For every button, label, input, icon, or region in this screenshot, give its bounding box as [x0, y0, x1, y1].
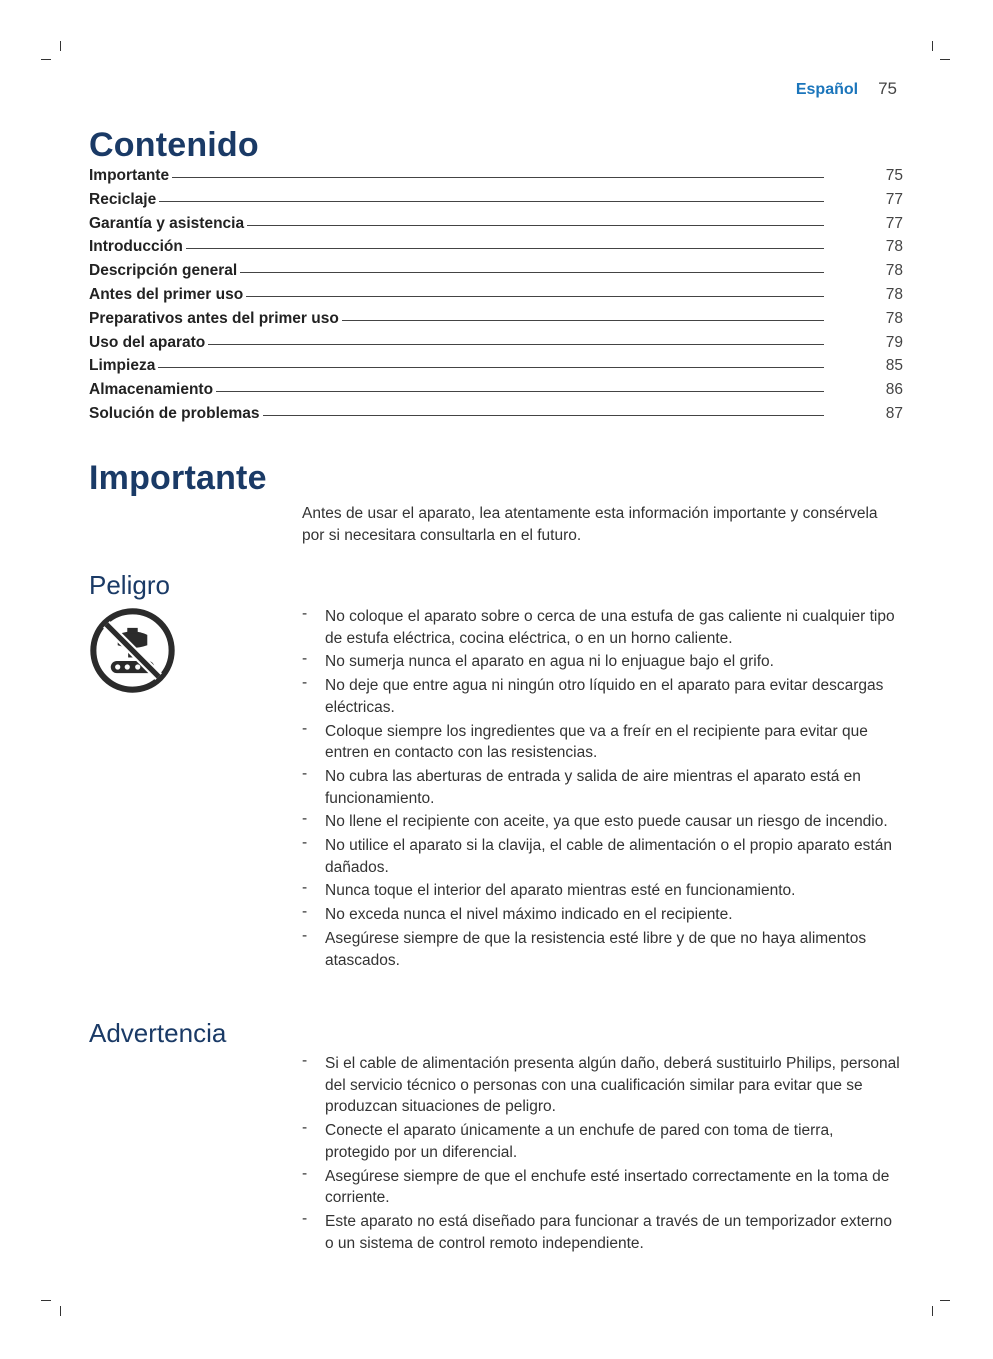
list-item — [302, 675, 902, 718]
list-item — [302, 928, 902, 971]
toc-entry — [89, 381, 903, 405]
list-item — [302, 880, 902, 902]
list-item-text: Conecte el aparato únicamente a un enchufe de pared con toma de tierra, protegido por un diferencial. — [325, 1122, 834, 1161]
toc-entry-page: 77 — [885, 190, 903, 208]
toc-entry-title: Descripción general — [89, 262, 238, 280]
language-label: Español — [795, 81, 859, 98]
dash-bullet: - — [302, 674, 308, 692]
page-header — [796, 79, 897, 99]
important-intro: Antes de usar el aparato, lea atentamente esta información importante y consérvela por si necesitara consultarla en el futuro. — [302, 505, 878, 544]
toc-entry-page: 78 — [885, 309, 903, 327]
toc-leader-line — [186, 248, 824, 249]
crop-mark — [940, 59, 950, 60]
crop-mark — [940, 1300, 950, 1301]
warning-heading: Advertencia — [89, 1018, 227, 1048]
toc-entry — [89, 334, 903, 358]
list-item — [302, 1120, 902, 1163]
toc-entry-page: 87 — [885, 404, 903, 422]
toc-leader-line — [342, 320, 824, 321]
list-item-text: No coloque el aparato sobre o cerca de una estufa de gas caliente ni cualquier tipo de estufa eléctrica, cocina eléctrica, o en un horno caliente. — [325, 608, 895, 647]
toc-entry-title: Importante — [89, 167, 170, 184]
list-item-text: Coloque siempre los ingredientes que va a freír en el recipiente para evitar que entren en contacto con las resistencias. — [325, 722, 868, 762]
toc-leader-line — [216, 391, 824, 392]
dash-bullet: - — [302, 903, 308, 921]
dash-bullet: - — [302, 605, 308, 622]
crop-mark — [932, 41, 933, 51]
list-item — [302, 606, 902, 649]
crop-mark — [932, 1306, 933, 1316]
dash-bullet: - — [302, 926, 308, 944]
toc-entry-title: Almacenamiento — [89, 381, 214, 399]
toc-entry-page: 77 — [885, 214, 903, 232]
toc-entry — [89, 286, 903, 310]
list-item-text: No cubra las aberturas de entrada y salida de aire mientras el aparato está en funcionamiento. — [325, 767, 861, 807]
list-item — [302, 1211, 902, 1254]
list-item-text: Si el cable de alimentación presenta algún daño, deberá sustituirlo Philips, personal del servicio técnico o personas con una cualificación similar para evitar que se produzcan situaciones de peligro. — [325, 1055, 900, 1116]
dash-bullet: - — [302, 834, 308, 852]
list-item-text: Este aparato no está diseñado para funcionar a través de un temporizador externo o un sistema de control remoto independiente. — [325, 1212, 892, 1252]
danger-list — [302, 606, 902, 973]
toc-leader-line — [158, 367, 824, 368]
list-item — [302, 811, 902, 833]
toc-entry — [89, 238, 903, 262]
contents-title: Contenido — [89, 126, 259, 164]
list-item-text: Asegúrese siempre de que la resistencia esté libre y de que no haya alimentos atascados. — [325, 929, 867, 969]
toc-leader-line — [172, 177, 824, 178]
crop-mark — [41, 59, 51, 60]
toc-entry — [89, 357, 903, 381]
toc-leader-line — [247, 225, 824, 226]
toc-entry — [89, 262, 903, 286]
dash-bullet: - — [302, 719, 308, 737]
dash-bullet: - — [302, 1052, 308, 1069]
toc-entry-page: 85 — [885, 357, 903, 375]
table-of-contents — [89, 167, 903, 429]
no-immersion-warning-icon — [89, 607, 176, 694]
toc-entry — [89, 310, 903, 334]
toc-entry-title: Antes del primer uso — [89, 285, 244, 303]
toc-entry-title: Reciclaje — [89, 190, 157, 208]
toc-entry — [89, 405, 903, 429]
list-item — [302, 835, 902, 878]
list-item-text: No deje que entre agua ni ningún otro líquido en el aparato para evitar descargas eléctricas. — [325, 677, 884, 716]
dash-bullet: - — [302, 650, 308, 668]
toc-leader-line — [263, 415, 824, 416]
toc-entry-title: Solución de problemas — [89, 404, 260, 422]
toc-entry — [89, 215, 903, 239]
danger-heading: Peligro — [89, 570, 170, 600]
toc-entry-title: Uso del aparato — [89, 333, 206, 351]
toc-entry-page: 86 — [885, 381, 903, 399]
dash-bullet: - — [302, 1164, 308, 1182]
dash-bullet: - — [302, 764, 308, 782]
toc-entry-title: Limpieza — [89, 357, 156, 375]
important-title: Importante — [89, 459, 267, 497]
toc-leader-line — [246, 296, 824, 297]
dash-bullet: - — [302, 879, 308, 897]
toc-entry — [89, 191, 903, 215]
toc-entry-title: Introducción — [89, 238, 183, 256]
list-item — [302, 1166, 902, 1209]
warning-list — [302, 1053, 902, 1256]
list-item-text: Nunca toque el interior del aparato mientras esté en funcionamiento. — [325, 882, 796, 900]
toc-entry-page: 78 — [885, 262, 903, 280]
toc-entry-page: 78 — [885, 285, 903, 303]
page-number: 75 — [878, 79, 897, 98]
crop-mark — [41, 1300, 51, 1301]
toc-entry — [89, 167, 903, 191]
list-item — [302, 1053, 902, 1118]
list-item-text: No exceda nunca el nivel máximo indicado en el recipiente. — [325, 906, 733, 924]
toc-entry-title: Garantía y asistencia — [89, 214, 245, 232]
list-item-text: Asegúrese siempre de que el enchufe esté insertado correctamente en la toma de corriente. — [325, 1167, 890, 1207]
toc-leader-line — [208, 344, 824, 345]
toc-leader-line — [240, 272, 824, 273]
toc-entry-page: 78 — [885, 238, 903, 256]
list-item — [302, 766, 902, 809]
crop-mark — [60, 41, 61, 51]
list-item — [302, 721, 902, 764]
dash-bullet: - — [302, 1209, 308, 1227]
toc-leader-line — [159, 201, 824, 202]
list-item — [302, 904, 902, 926]
list-item-text: No utilice el aparato si la clavija, el cable de alimentación o el propio aparato están dañados. — [325, 837, 892, 876]
dash-bullet: - — [302, 1119, 308, 1137]
toc-entry-page: 79 — [885, 333, 903, 351]
list-item-text: No sumerja nunca el aparato en agua ni lo enjuague bajo el grifo. — [325, 653, 774, 671]
toc-entry-page: 75 — [885, 167, 903, 184]
dash-bullet: - — [302, 810, 308, 828]
toc-entry-title: Preparativos antes del primer uso — [89, 309, 339, 327]
list-item-text: No llene el recipiente con aceite, ya que esto puede causar un riesgo de incendio. — [325, 813, 888, 831]
crop-mark — [60, 1306, 61, 1316]
list-item — [302, 651, 902, 673]
